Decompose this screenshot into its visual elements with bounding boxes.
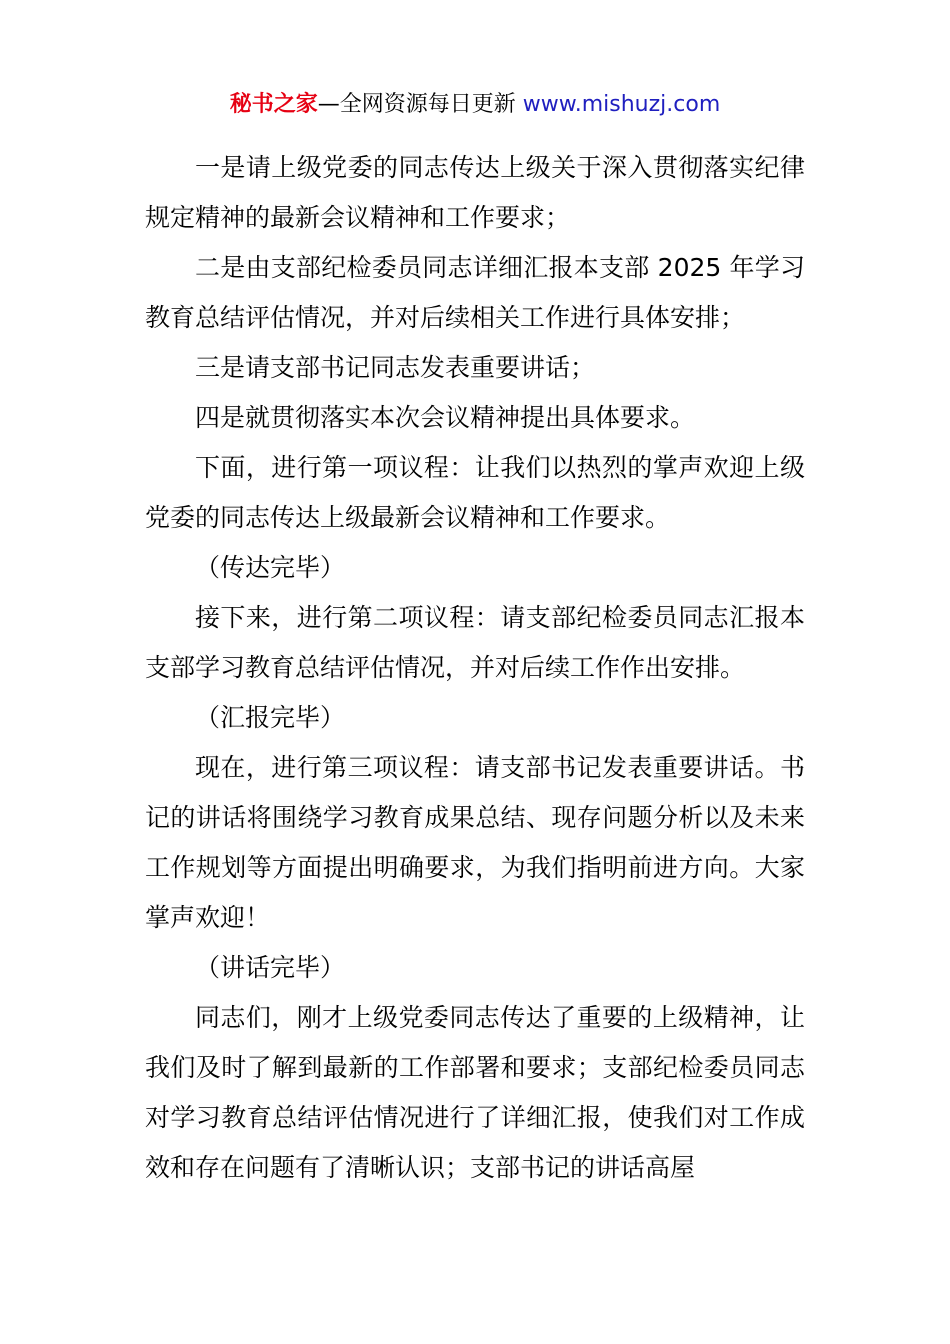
paragraph: （传达完毕）: [195, 553, 346, 582]
paragraph: 二是由支部纪检委员同志详细汇报本支部 2025 年学习教育总结评估情况，并对后续相关工作进行具体安排；: [145, 253, 805, 332]
paragraph: 四是就贯彻落实本次会议精神提出具体要求。: [195, 403, 696, 432]
page-header: [0, 88, 950, 122]
paragraph: 下面，进行第一项议程：让我们以热烈的掌声欢迎上级党委的同志传达上级最新会议精神和工作要求。: [145, 453, 805, 532]
paragraph: 同志们，刚才上级党委同志传达了重要的上级精神，让我们及时了解到最新的工作部署和要求；支部纪检委员同志对学习教育总结评估情况进行了详细汇报，使我们对工作成效和存在问题有了清晰认识；支部书记的讲话高屋: [145, 1003, 805, 1182]
paragraph: 现在，进行第三项议程：请支部书记发表重要讲话。书记的讲话将围绕学习教育成果总结、现存问题分析以及未来工作规划等方面提出明确要求，为我们指明前进方向。大家掌声欢迎！: [145, 753, 805, 932]
site-url-link[interactable]: www.mishuzj.com: [522, 92, 721, 117]
paragraph: 一是请上级党委的同志传达上级关于深入贯彻落实纪律规定精神的最新会议精神和工作要求；: [145, 153, 805, 232]
document-body: [145, 143, 805, 1193]
paragraph: （讲话完毕）: [195, 953, 346, 982]
brand-name: 秘书之家: [229, 92, 318, 117]
paragraph: 接下来，进行第二项议程：请支部纪检委员同志汇报本支部学习教育总结评估情况，并对后续工作作出安排。: [145, 603, 805, 682]
paragraph: 三是请支部书记同志发表重要讲话；: [195, 353, 596, 382]
header-slogan: —全网资源每日更新: [317, 92, 516, 117]
paragraph: （汇报完毕）: [195, 703, 346, 732]
